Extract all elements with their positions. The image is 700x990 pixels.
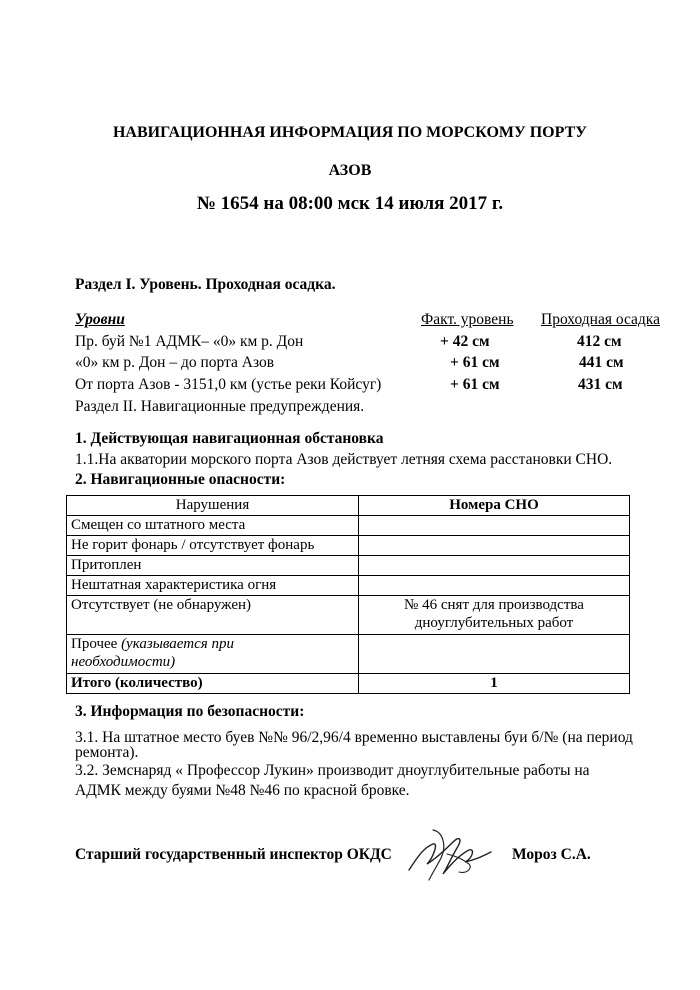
section1-heading: Раздел I. Уровень. Проходная осадка. <box>75 276 336 293</box>
sno-value-line1: № 46 снят для производства <box>404 597 584 613</box>
col-fact-header: Факт. уровень <box>421 311 514 328</box>
sub1-text: 1.1.На акватории морского порта Азов действует летняя схема расстановки СНО. <box>75 451 613 468</box>
level-row-draft: 441 см <box>579 354 624 371</box>
level-row-name: От порта Азов - 3151,0 км (устье реки Койсуг) <box>75 376 382 393</box>
signatory-name: Мороз С.А. <box>512 846 591 863</box>
document-title: НАВИГАЦИОННАЯ ИНФОРМАЦИЯ ПО МОРСКОМУ ПОРТУ <box>112 124 587 141</box>
level-row-fact: + 42 см <box>440 333 490 350</box>
col-levels-header: Уровни <box>75 311 125 328</box>
safety-text-2-line2: АДМК между буями №48 №46 по красной бровке. <box>75 782 410 799</box>
table-header-sno-numbers: Номера СНО <box>359 496 630 516</box>
other-label: Прочее <box>71 636 122 652</box>
total-value: 1 <box>359 674 630 694</box>
table-row-value <box>359 635 630 674</box>
table-row <box>67 576 630 596</box>
table-row-label: Нештатная характеристика огня <box>67 576 359 596</box>
table-total-row <box>67 674 630 694</box>
table-row <box>67 556 630 576</box>
level-row-draft: 412 см <box>577 333 622 350</box>
table-row-value <box>359 596 630 635</box>
table-row-value <box>359 576 630 596</box>
table-header-row <box>67 496 630 516</box>
table-header-violations: Нарушения <box>67 496 359 516</box>
table-row <box>67 596 630 635</box>
level-row-fact: + 61 см <box>450 354 500 371</box>
table-row <box>67 536 630 556</box>
level-row-fact: + 61 см <box>450 376 500 393</box>
table-row <box>67 516 630 536</box>
sub3-heading: 3. Информация по безопасности: <box>75 703 305 720</box>
table-row-value <box>359 536 630 556</box>
table-row-value <box>359 516 630 536</box>
handwritten-signature <box>403 818 503 888</box>
level-row-draft: 431 см <box>578 376 623 393</box>
table-row-value <box>359 556 630 576</box>
table-row-label: Не горит фонарь / отсутствует фонарь <box>67 536 359 556</box>
other-note-line1: (указывается при <box>121 636 234 652</box>
document-number-date: № 1654 на 08:00 мск 14 июля 2017 г. <box>196 193 504 214</box>
section2-heading: Раздел II. Навигационные предупреждения. <box>75 398 365 415</box>
table-row-label: Смещен со штатного места <box>67 516 359 536</box>
table-row-label: Притоплен <box>67 556 359 576</box>
signatory-position: Старший государственный инспектор ОКДС <box>75 846 392 863</box>
total-label: Итого (количество) <box>67 674 359 694</box>
port-name: АЗОВ <box>328 162 372 179</box>
sno-value-line2: дноуглубительных работ <box>414 615 574 631</box>
safety-text-2-line1: 3.2. Земснаряд « Профессор Лукин» производит дноуглубительные работы на <box>75 762 590 779</box>
col-draft-header: Проходная осадка <box>541 311 660 328</box>
other-note-line2: необходимости) <box>71 654 176 670</box>
level-row-name: «0» км р. Дон – до порта Азов <box>75 354 275 371</box>
level-row-name: Пр. буй №1 АДМК– «0» км р. Дон <box>75 333 304 350</box>
table-row-label: Отсутствует (не обнаружен) <box>67 596 359 635</box>
safety-text-1-line1: 3.1. На штатное место буев №№ 96/2,96/4 временно выставлены буи б/№ (на период <box>75 729 633 746</box>
table-row-label <box>67 635 359 674</box>
sub2-heading: 2. Навигационные опасности: <box>75 471 286 488</box>
sub1-heading: 1. Действующая навигационная обстановка <box>75 430 384 447</box>
safety-text-1-line2: ремонта). <box>75 744 139 761</box>
hazards-table <box>66 495 630 694</box>
table-row <box>67 635 630 674</box>
